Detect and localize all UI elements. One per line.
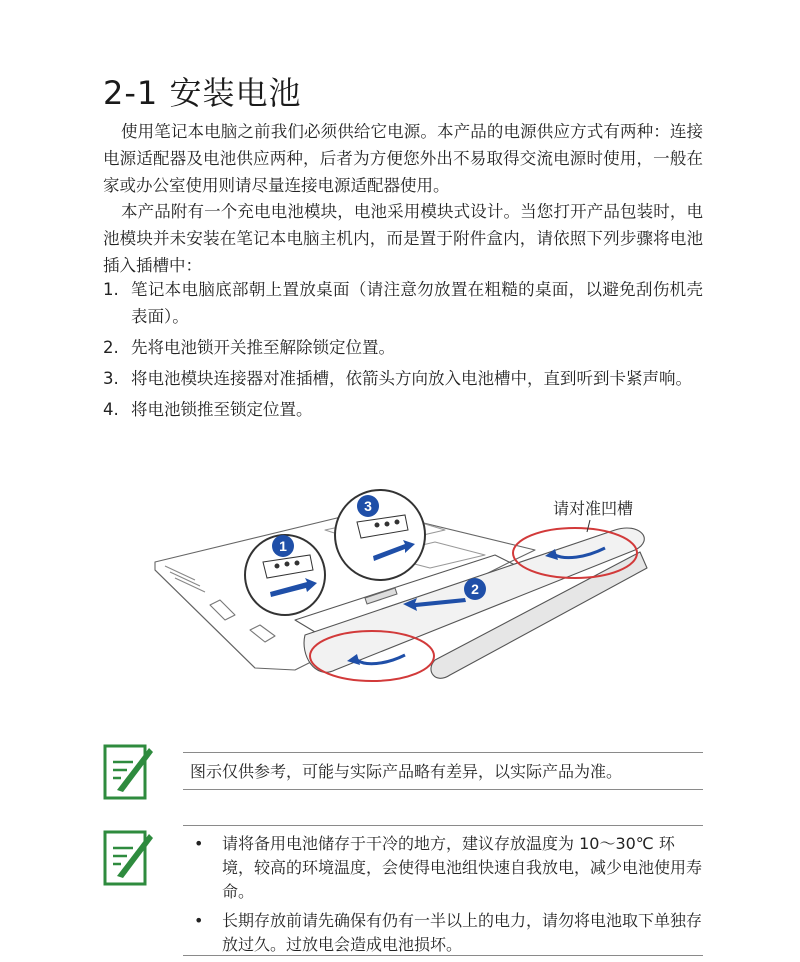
step-item <box>103 396 703 423</box>
step-text: 笔记本电脑底部朝上置放桌面（请注意勿放置在粗糙的桌面，以避免刮伤机壳表面）。 <box>131 280 703 326</box>
step-text: 将电池锁推至锁定位置。 <box>131 400 313 419</box>
note-divider <box>183 955 703 956</box>
page-title: 2-1 安装电池 <box>103 74 302 112</box>
note-icon <box>103 828 155 888</box>
bullet: • <box>194 911 204 930</box>
callout-label: 请对准凹槽 <box>553 499 634 518</box>
battery-module-paragraph: 本产品附有一个充电电池模块，电池采用模块式设计。当您打开产品包装时，电池模块并未安装在笔记本电脑主机内，而是置于附件盒内，请依照下列步骤将电池插入插槽中： <box>103 202 703 275</box>
step-number: 1. <box>103 280 119 299</box>
note-bullet-item <box>190 909 704 957</box>
install-steps <box>103 276 703 427</box>
step-number: 2. <box>103 338 119 357</box>
marker-3-label: 3 <box>364 498 372 514</box>
note-text: 图示仅供参考，可能与实际产品略有差异，以实际产品为准。 <box>190 762 623 781</box>
step-item <box>103 365 703 392</box>
step-marker-3 <box>357 495 379 517</box>
step-item <box>103 334 703 361</box>
marker-1-label: 1 <box>279 538 287 554</box>
step-item <box>103 276 703 330</box>
note-divider <box>183 752 703 753</box>
note-bullet-item <box>190 832 704 904</box>
step-marker-2 <box>464 578 486 600</box>
step-number: 3. <box>103 369 119 388</box>
note-divider <box>183 789 703 790</box>
marker-2-label: 2 <box>471 581 479 597</box>
note-bullet-text: 长期存放前请先确保有仍有一半以上的电力，请勿将电池取下单独存放过久。过放电会造成电池损坏。 <box>222 911 703 954</box>
step-number: 4. <box>103 400 119 419</box>
step-text: 先将电池锁开关推至解除锁定位置。 <box>131 338 395 357</box>
battery-install-illustration <box>135 470 710 705</box>
note-divider <box>183 825 703 826</box>
note-bullet-text: 请将备用电池储存于干冷的地方，建议存放温度为 10～30℃ 环境，较高的环境温度，会使得电池组快速自我放电，减少电池使用寿命。 <box>222 834 703 901</box>
step-text: 将电池模块连接器对准插槽，依箭头方向放入电池槽中，直到听到卡紧声响。 <box>131 369 692 388</box>
storage-notes <box>190 832 704 962</box>
step-marker-1 <box>272 535 294 557</box>
intro-paragraph: 使用笔记本电脑之前我们必须供给它电源。本产品的电源供应方式有两种：连接电源适配器及电池供应两种，后者为方便您外出不易取得交流电源时使用，一般在家或办公室使用则请尽量连接电源适配器使用。 <box>103 122 703 195</box>
bullet: • <box>194 834 204 853</box>
note-icon <box>103 742 155 802</box>
